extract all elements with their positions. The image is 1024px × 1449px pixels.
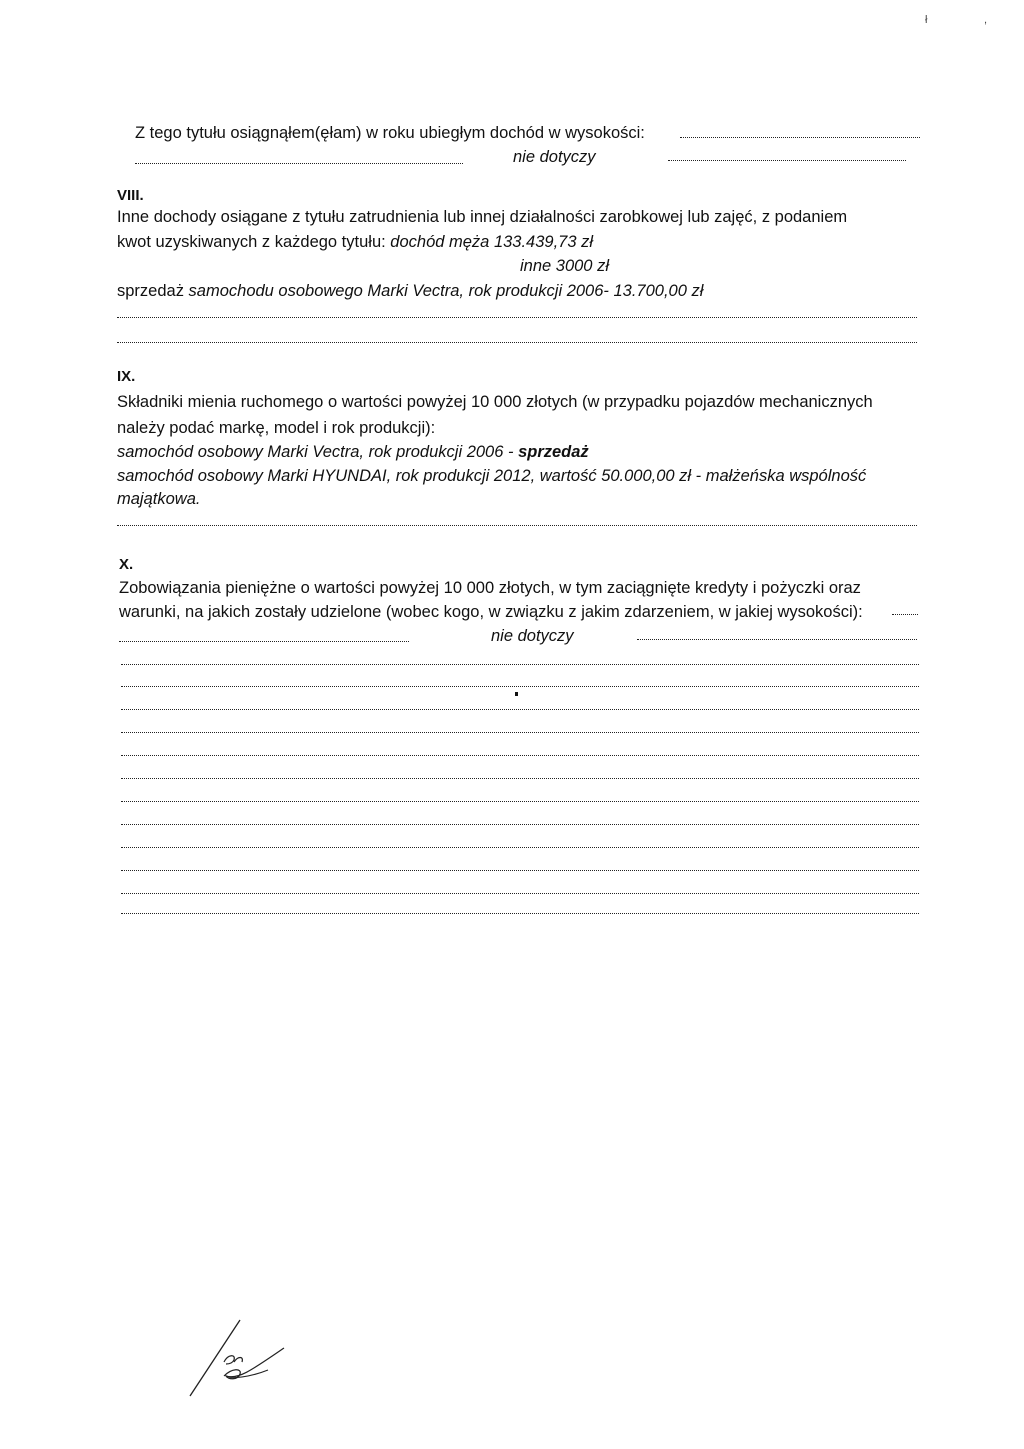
section-8-amounts-label: kwot uzyskiwanych z każdego tytułu: [117, 233, 391, 251]
car-sale-label: sprzedaż [117, 282, 189, 300]
section-10-text-cont: warunki, na jakich zostały udzielone (wobec kogo, w związku z jakim zdarzeniem, w jakiej wysokości): [119, 603, 863, 621]
section-9-heading: IX. [117, 368, 136, 385]
fill-line [117, 317, 917, 318]
section-9-text-cont: należy podać markę, model i rok produkcji): [117, 419, 436, 437]
vehicle-entry-hyundai: samochód osobowy Marki HYUNDAI, rok produkcji 2012, wartość 50.000,00 zł - małżeńska wspólność [117, 467, 867, 485]
vehicle-entry-vectra [117, 441, 589, 463]
fill-line [121, 778, 919, 779]
corner-mark-right: , [984, 14, 988, 26]
fill-line [668, 160, 906, 161]
fill-line [121, 870, 919, 871]
section-10-text: Zobowiązania pieniężne o wartości powyżej 10 000 złotych, w tym zaciągnięte kredyty i pożyczki oraz [119, 579, 861, 597]
fill-line [121, 664, 919, 665]
vehicle-vectra-status: sprzedaż [518, 443, 589, 461]
other-income-value: inne 3000 zł [520, 257, 609, 275]
fill-line [117, 525, 917, 526]
stray-mark [515, 692, 518, 696]
fill-line [121, 913, 919, 914]
fill-line [121, 801, 919, 802]
car-sale-entry [117, 280, 703, 302]
fill-line [135, 163, 463, 164]
vehicle-vectra-text: samochód osobowy Marki Vectra, rok produkcji 2006 - [117, 443, 519, 461]
income-prev-year-value: nie dotyczy [513, 148, 596, 166]
fill-line [121, 755, 919, 756]
corner-mark-left: ł [925, 14, 928, 26]
fill-line [121, 893, 919, 894]
fill-line [119, 641, 409, 642]
fill-line [121, 686, 919, 687]
section-10-heading: X. [119, 556, 134, 573]
vehicle-entry-hyundai-cont: majątkowa. [117, 490, 201, 508]
fill-line [637, 639, 917, 640]
section-9-text: Składniki mienia ruchomego o wartości powyżej 10 000 złotych (w przypadku pojazdów mechanicznych [117, 393, 873, 411]
section-8-text: Inne dochody osiągane z tytułu zatrudnienia lub innej działalności zarobkowej lub zajęć, z podaniem [117, 208, 848, 226]
section-10-value: nie dotyczy [491, 627, 574, 645]
handwritten-signature [188, 1318, 298, 1398]
fill-line [121, 847, 919, 848]
section-8-heading: VIII. [117, 187, 144, 204]
income-prev-year-label: Z tego tytułu osiągnąłem(ęłam) w roku ubiegłym dochód w wysokości: [135, 124, 645, 142]
fill-line [121, 732, 919, 733]
fill-line [680, 137, 920, 138]
husband-income-value: dochód męża 133.439,73 zł [390, 233, 594, 251]
fill-line [121, 824, 919, 825]
section-8-amounts [117, 231, 593, 253]
fill-line [121, 709, 919, 710]
car-sale-value: samochodu osobowego Marki Vectra, rok produkcji 2006- 13.700,00 zł [188, 282, 704, 300]
fill-line [892, 614, 918, 615]
fill-line [117, 342, 917, 343]
